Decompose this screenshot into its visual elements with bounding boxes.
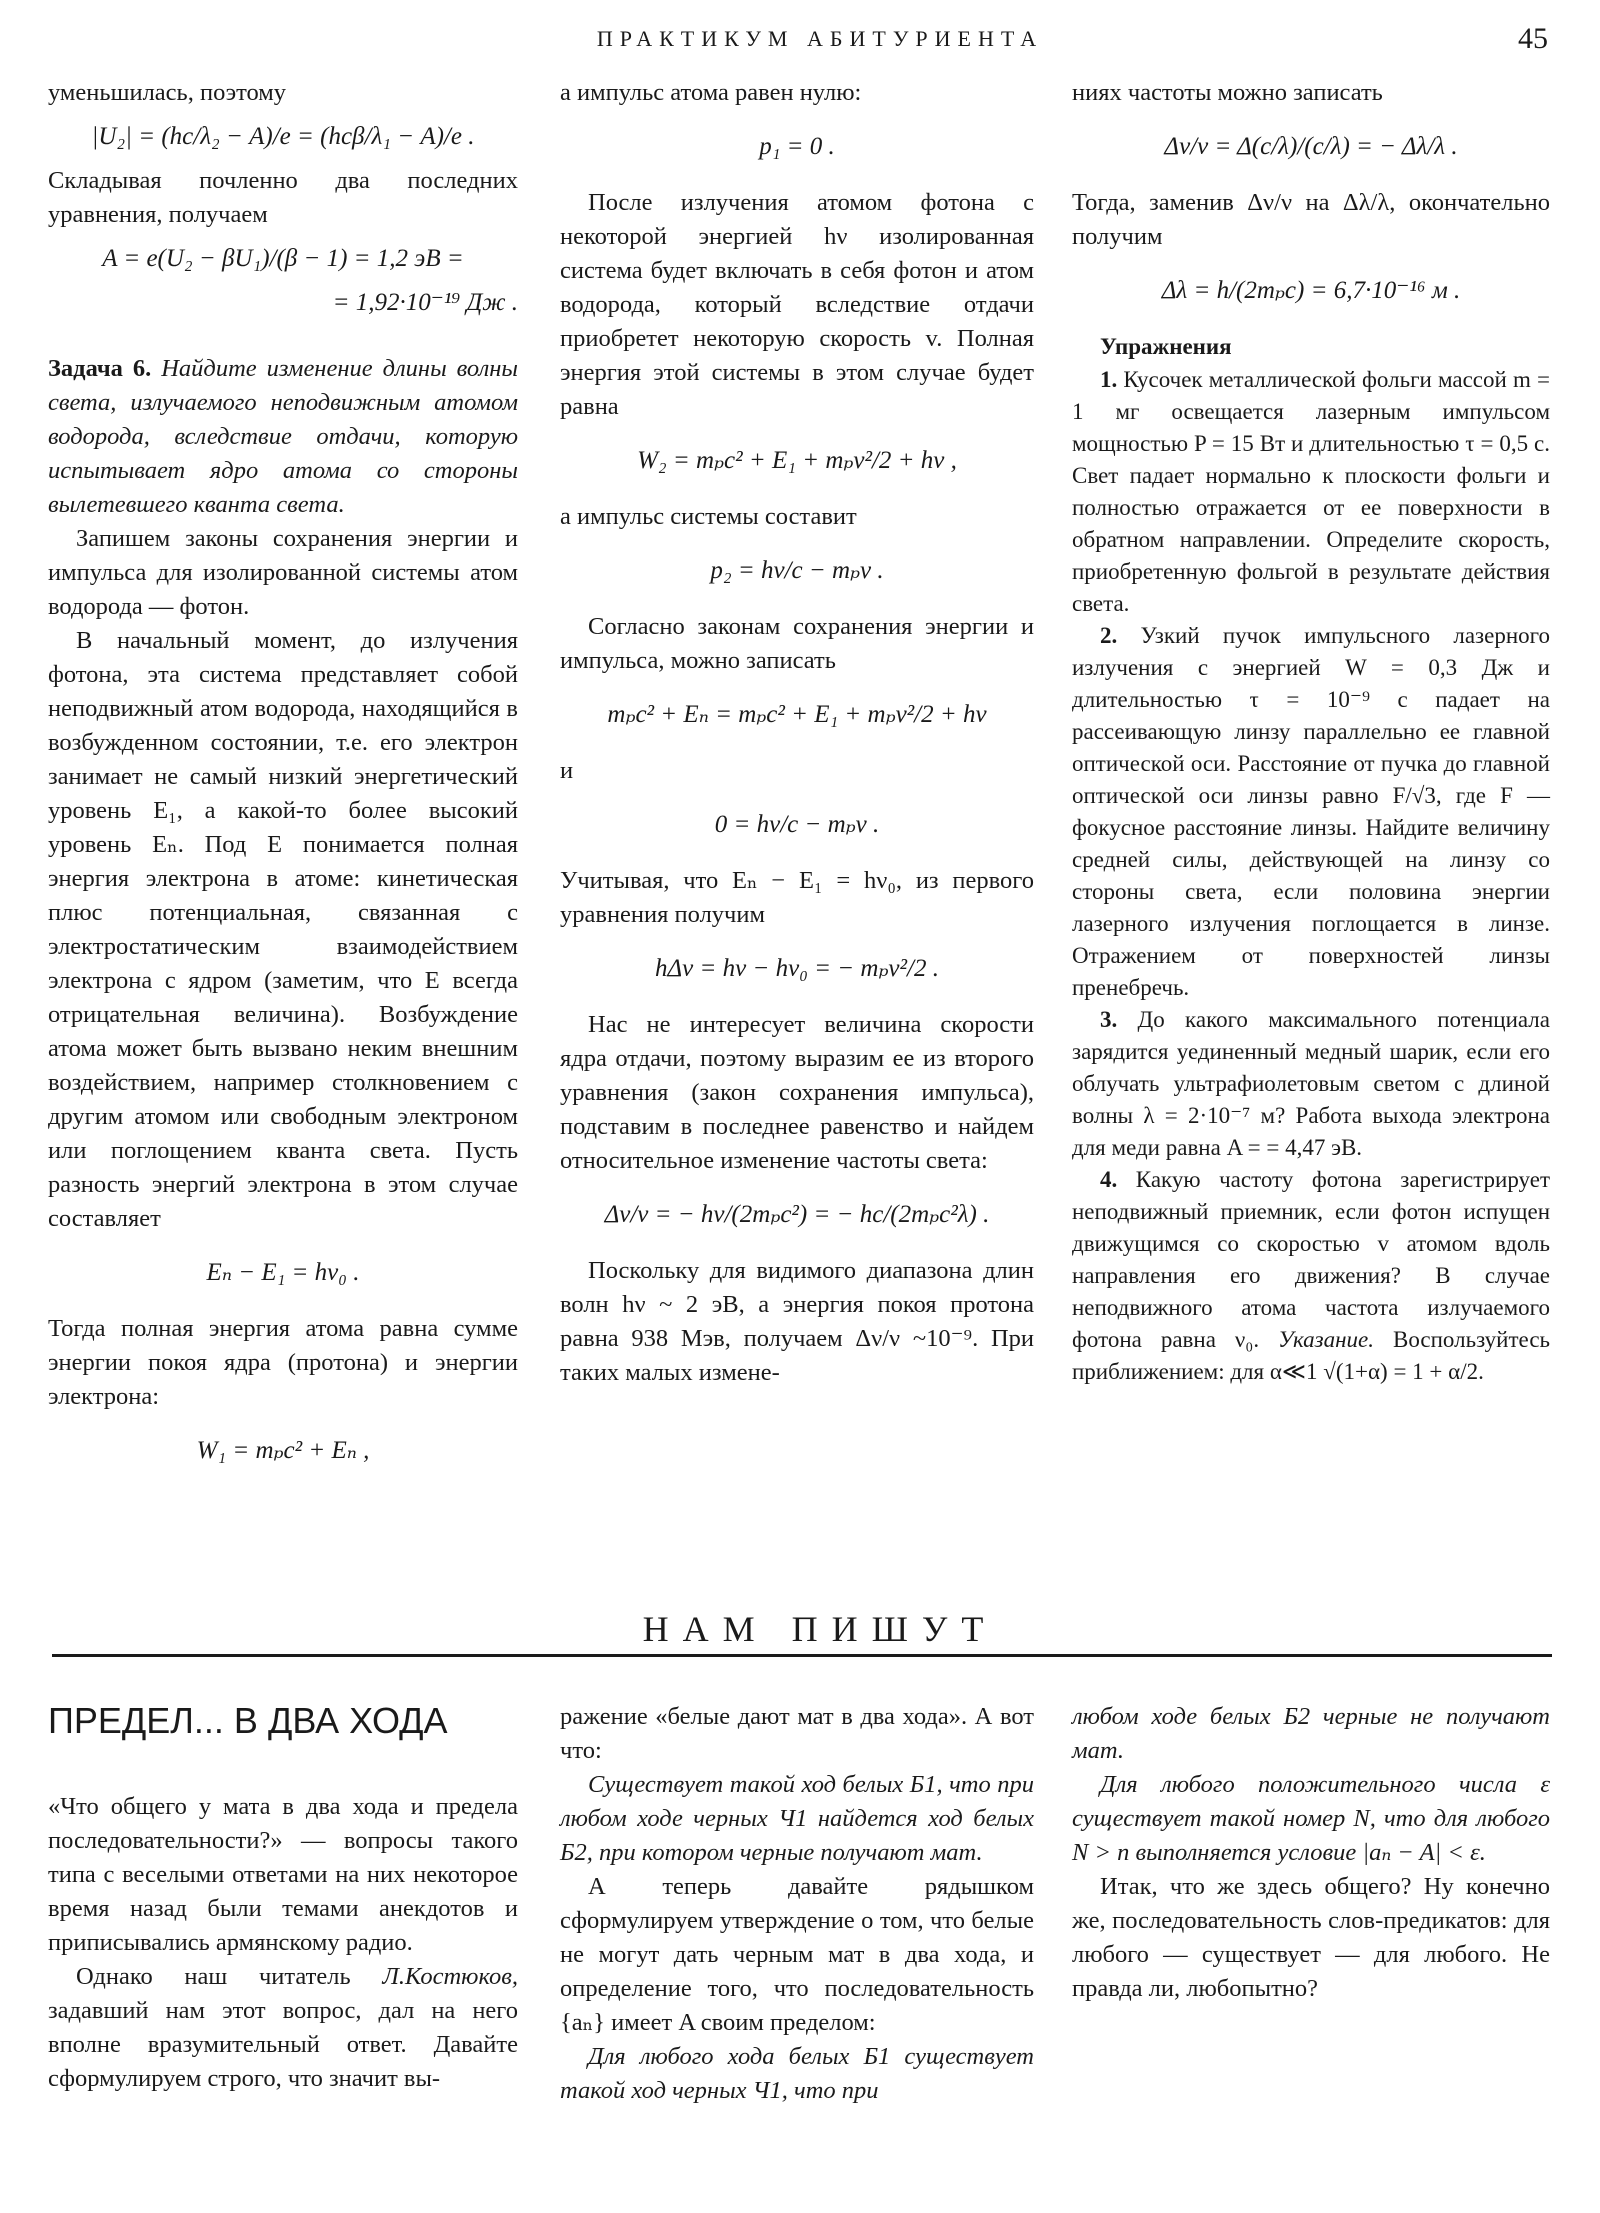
paragraph-italic: Для любого хода белых Б1 существует такой ход черных Ч1, что при [560, 2043, 1034, 2104]
exercise-number: 2. [1100, 623, 1118, 648]
formula-work-function: A = e(U₂ − βU₁)/(β − 1) = 1,2 эВ = [102, 245, 464, 272]
paragraph-italic: Для любого положительного числа ε существует такой номер N, что для любого N > n выполняется условие |aₙ − A| < ε. [1072, 1771, 1550, 1866]
exercise-number: 3. [1100, 1007, 1118, 1032]
paragraph: Нас не интересует величина скорости ядра отдачи, поэтому выразим ее из второго уравнения (закон сохранения импульса), подставим в последнее равенство и найдем относительное изменение частоты света: [560, 1011, 1034, 1174]
paragraph: ниях частоты можно записать [1072, 79, 1383, 106]
exercise-2 [1072, 620, 1550, 1004]
paragraph: Согласно законам сохранения энергии и импульса, можно записать [560, 613, 1034, 674]
article-title: ПРЕДЕЛ... В ДВА ХОДА [48, 1700, 448, 1741]
paragraph: После излучения атомом фотона с некоторой энергией hν изолированная система будет включать в себя фотон и атом водорода, который вследствие отдачи приобретет некоторую скорость v. Полная энергия этой системы в этом случае будет равна [560, 189, 1034, 420]
paragraph: Складывая почленно два последних уравнения, получаем [48, 167, 518, 228]
paragraph: В начальный момент, до излучения фотона, эта система представляет собой неподвижный атом водорода, находящийся в возбужденном состоянии, т.е. его электрон занимает не самый низкий энергетический уровень E₁, а какой-то более высокий уровень Eₙ. Под E понимается полная энергия электрона в атоме: кинетическая плюс потенциальная, связанная с электростатическим взаимодействием электрона с ядром (заметим, что E всегда отрицательная величина). Возбуждение атома может быть вызвано неким внешним воздействием, например столкновением с другим атомом или свободным электроном или поглощением кванта света. Пусть разность энергий электрона в этом случае составляет [48, 627, 518, 1232]
formula-delta-lambda: Δλ = h/(2mₚc) = 6,7·10⁻¹⁶ м . [1161, 277, 1461, 304]
article-column-right [1072, 1700, 1550, 2006]
section-divider [52, 1654, 1552, 1657]
exercise-text: Кусочек металлической фольги массой m = 1 мг освещается лазерным импульсом мощностью P = 15 Вт и длительностью τ = 0,5 с. Свет падает нормально к плоскости фольги и полностью отражается от ее поверхности в обратном направлении. Определите скорость, приобретенную фольгой в результате действия света. [1072, 367, 1550, 616]
page-number: 45 [1518, 22, 1548, 55]
formula-w1: W₁ = mₚc² + Eₙ , [196, 1437, 370, 1464]
text-span: Однако наш читатель [76, 1963, 351, 1990]
exercise-text: Какую частоту фотона зарегистрирует неподвижный приемник, если фотон испущен движущимся со скоростью v атомом вдоль направления его движения? В случае неподвижного атома частота излучаемого фотона равна ν₀. [1072, 1167, 1550, 1352]
task-text: Найдите изменение длины волны света, излучаемого неподвижным атомом водорода, вследствие отдачи, которую испытывает ядро атома со стороны вылетевшего кванта света. [48, 355, 519, 518]
formula-p2: p₂ = hν/c − mₚv . [710, 557, 884, 584]
task-6 [48, 352, 518, 522]
exercise-number: 4. [1100, 1167, 1118, 1192]
running-title: ПРАКТИКУМ АБИТУРИЕНТА [596, 26, 1044, 51]
text-span: задавший нам этот вопрос, дал на него вполне вразумительный ответ. Давайте сформулируем строго, что значит вы- [48, 1997, 518, 2092]
formula-momentum-conservation: 0 = hν/c − mₚv . [714, 811, 880, 838]
column-left [48, 76, 518, 1490]
exercise-text: Узкий пучок импульсного лазерного излучения с энергией W = 0,3 Дж и длительностью τ = 10⁻⁹ с падает на рассеивающую линзу параллельно ее главной оптической оси. Расстояние от пучка до главной оптической оси линзы равно F/√3, где F — фокусное расстояние линзы. Найдите величину средней силы, действующей на линзу со стороны света, если половина энергии лазерного излучения поглощается в линзе. Отражением от поверхностей линзы пренебречь. [1072, 623, 1550, 1000]
paragraph: «Что общего у мата в два хода и предела последовательности?» — вопросы такого типа с веселыми ответами на них некоторое время назад были темами анекдотов и приписывались армянскому радио. [48, 1793, 518, 1956]
paragraph: ражение «белые дают мат в два хода». А вот что: [560, 1703, 1034, 1764]
hint-label: Указание. [1278, 1327, 1374, 1352]
formula-delta-lambda-ratio: Δν/ν = Δ(c/λ)/(c/λ) = − Δλ/λ . [1164, 133, 1458, 160]
formula-p1: p₁ = 0 . [759, 133, 835, 160]
formula-energy-conservation: mₚc² + Eₙ = mₚc² + E₁ + mₚv²/2 + hν [607, 701, 987, 728]
formula-u2: |U₂| = (hc/λ₂ − A)/e = (hcβ/λ₁ − A)/e . [91, 123, 475, 150]
column-right [1072, 76, 1550, 1388]
exercise-text: До какого максимального потенциала зарядится уединенный медный шарик, если его облучать ультрафиолетовым светом с длиной волны λ = 2·10⁻⁷ м? Работа выхода электрона для меди равна A = = 4,47 эВ. [1072, 1007, 1550, 1160]
paragraph: Тогда полная энергия атома равна сумме энергии покоя ядра (протона) и энергии электрона: [48, 1315, 518, 1410]
formula-work-function-joules: = 1,92·10⁻¹⁹ Дж . [332, 289, 518, 316]
reader-name: Л.Костюков, [382, 1963, 518, 1990]
article-column-middle [560, 1700, 1034, 2108]
paragraph: а импульс системы составит [560, 503, 857, 530]
exercise-1 [1072, 364, 1550, 620]
exercise-3 [1072, 1004, 1550, 1164]
paragraph: а импульс атома равен нулю: [560, 79, 862, 106]
paragraph: Запишем законы сохранения энергии и импульса для изолированной системы атом водорода — фотон. [48, 525, 518, 620]
exercises-title: Упражнения [1100, 334, 1232, 359]
formula-energy-difference: Eₙ − E₁ = hν₀ . [206, 1259, 360, 1286]
formula-w2: W₂ = mₚc² + E₁ + mₚv²/2 + hν , [637, 447, 957, 474]
task-label: Задача 6. [48, 355, 152, 382]
column-middle [560, 76, 1034, 1390]
section-title: НАМ ПИШУТ [642, 1609, 998, 1649]
paragraph: Учитывая, что Eₙ − E₁ = hν₀, из первого уравнения получим [560, 867, 1034, 928]
article-column-left [48, 1790, 518, 2096]
paragraph: А теперь давайте рядышком сформулируем утверждение о том, что белые не могут дать черным мат в два хода, и определение того, что последовательность {aₙ} имеет A своим пределом: [560, 1873, 1034, 2036]
paragraph [48, 1960, 518, 2096]
paragraph: Поскольку для видимого диапазона длин волн hν ~ 2 эВ, а энергия покоя протона равна 938 Мэв, получаем Δν/ν ~10⁻⁹. При таких малых измене- [560, 1257, 1034, 1386]
paragraph-italic: Существует такой ход белых Б1, что при любом ходе черных Ч1 найдется ход белых Б2, при котором черные получают мат. [560, 1771, 1034, 1866]
paragraph: Тогда, заменив Δν/ν на Δλ/λ, окончательно получим [1072, 189, 1550, 250]
paragraph: Итак, что же здесь общего? Ну конечно же, последовательность слов-предикатов: для любого — существует — для любого. Не правда ли, любопытно? [1072, 1873, 1550, 2002]
paragraph-italic: любом ходе белых Б2 черные не получают мат. [1072, 1703, 1550, 1764]
formula-relative-frequency: Δν/ν = − hν/(2mₚc²) = − hc/(2mₚc²λ) . [604, 1201, 990, 1228]
hint-text: Воспользуйтесь приближением: для α≪1 √(1+α) = 1 + α/2. [1072, 1327, 1551, 1384]
exercise-4 [1072, 1164, 1550, 1388]
formula-h-delta-nu: hΔν = hν − hν₀ = − mₚv²/2 . [655, 955, 939, 982]
exercise-number: 1. [1100, 367, 1118, 392]
paragraph: уменьшилась, поэтому [48, 79, 287, 106]
paragraph: и [560, 757, 574, 784]
